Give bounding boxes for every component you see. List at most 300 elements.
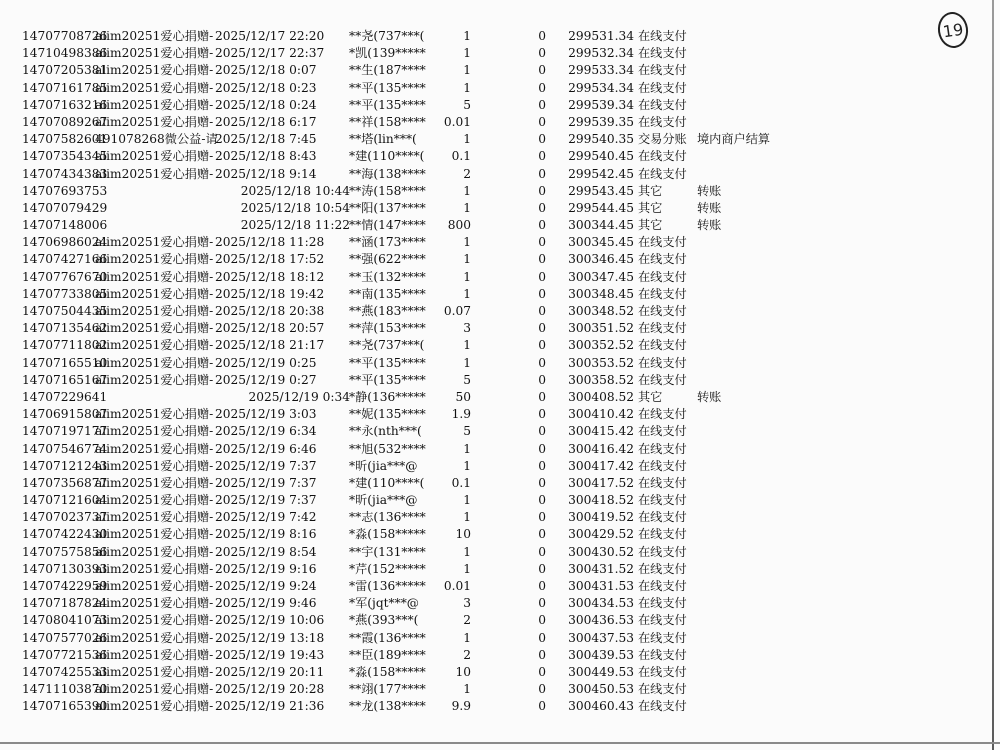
outgoing-amount: 0 [538, 372, 546, 387]
transaction-description: alim20251爱心捐赠- [95, 269, 214, 284]
ledger-row [0, 269, 1000, 286]
payment-type: 在线支付 [638, 166, 687, 181]
ledger-row [0, 406, 1000, 423]
ledger-row [0, 441, 1000, 458]
transaction-amount: 1 [463, 682, 471, 697]
transaction-description: alim20251爱心捐赠- [95, 149, 214, 164]
transaction-id: 14707582601 [22, 132, 108, 147]
ledger-row [0, 286, 1000, 303]
transaction-description: alim20251爱心捐赠- [95, 630, 214, 645]
transaction-time: 2025/12/19 20:11 [215, 664, 325, 679]
payment-type: 在线支付 [638, 407, 687, 422]
ledger-row [0, 389, 1000, 406]
ledger-row [0, 251, 1000, 268]
payment-type: 在线支付 [638, 613, 687, 628]
transaction-time: 2025/12/18 10:54 [240, 200, 350, 215]
account-balance: 300450.53 [568, 682, 634, 697]
transaction-description: alim20251爱心捐赠- [95, 114, 214, 129]
outgoing-amount: 0 [538, 80, 546, 95]
ledger-row [0, 148, 1000, 165]
account-balance: 300358.52 [568, 372, 634, 387]
donor-name: *建(110****( [349, 475, 425, 490]
donor-name: *昕(jia***@ [349, 458, 418, 473]
payment-type: 在线支付 [638, 527, 687, 542]
transaction-time: 2025/12/18 19:42 [215, 286, 325, 301]
transaction-description: alim20251爱心捐赠- [95, 166, 214, 181]
donor-name: *燕(393***( [349, 613, 419, 628]
outgoing-amount: 0 [538, 579, 546, 593]
account-balance: 299543.45 [568, 183, 634, 198]
donor-name: **志(136**** [349, 510, 426, 525]
donor-name: *昕(jia***@ [349, 493, 418, 508]
ledger-row [0, 475, 1000, 492]
transaction-time: 2025/12/19 21:36 [215, 699, 325, 714]
payment-type: 其它 [638, 389, 663, 404]
transaction-description: alim20251爱心捐赠- [95, 664, 214, 679]
account-balance: 299539.35 [568, 114, 634, 129]
transaction-amount: 1 [463, 561, 471, 576]
outgoing-amount: 0 [538, 321, 546, 336]
transaction-amount: 1 [463, 80, 471, 95]
donor-name: **祥(158**** [349, 114, 426, 129]
payment-type: 在线支付 [638, 252, 687, 267]
donor-name: **平(135**** [349, 372, 426, 387]
payment-type: 在线支付 [638, 304, 687, 318]
transaction-time: 2025/12/19 7:37 [215, 475, 317, 490]
transaction-id: 14707708726 [22, 29, 108, 43]
transaction-id: 14707425533 [22, 664, 108, 679]
scan-edge-bottom [0, 742, 1000, 744]
ledger-row [0, 28, 1000, 45]
ledger-row [0, 97, 1000, 114]
payment-type: 在线支付 [638, 458, 687, 473]
account-balance: 300346.45 [568, 252, 634, 267]
transaction-id: 14707546774 [22, 441, 108, 456]
outgoing-amount: 0 [538, 286, 546, 301]
transaction-id: 14707711802 [22, 338, 108, 353]
transaction-amount: 10 [455, 527, 471, 542]
account-balance: 300416.42 [568, 441, 634, 456]
transaction-amount: 1 [463, 544, 471, 559]
transaction-description: alim20251爱心捐赠- [95, 475, 214, 490]
ledger-row [0, 664, 1000, 681]
payment-type: 在线支付 [638, 579, 687, 593]
payment-type: 交易分账 [638, 132, 687, 147]
account-balance: 299544.45 [568, 200, 634, 215]
outgoing-amount: 0 [538, 166, 546, 181]
transaction-description: alim20251爱心捐赠- [95, 527, 214, 542]
outgoing-amount: 0 [538, 647, 546, 662]
donor-name: **海(138**** [349, 166, 426, 181]
transaction-id: 14707733805 [22, 286, 108, 301]
account-balance: 299540.45 [568, 149, 634, 164]
account-balance: 300418.52 [568, 493, 634, 508]
transaction-description: alim20251爱心捐赠- [95, 441, 214, 456]
donor-name: **霞(136**** [349, 630, 426, 645]
donor-name: **燕(183**** [349, 304, 426, 318]
outgoing-amount: 0 [538, 510, 546, 525]
transaction-amount: 800 [447, 218, 471, 233]
account-balance: 300419.52 [568, 510, 634, 525]
transaction-time: 2025/12/19 19:43 [215, 647, 325, 662]
transaction-time: 2025/12/19 9:46 [215, 596, 317, 611]
payment-type: 其它 [638, 218, 663, 233]
account-balance: 299540.35 [568, 132, 634, 147]
transaction-id: 14707427166 [22, 252, 108, 267]
outgoing-amount: 0 [538, 304, 546, 318]
transaction-id: 14707130393 [22, 561, 108, 576]
transaction-description: alim20251爱心捐赠- [95, 510, 214, 525]
transaction-amount: 0.1 [451, 149, 471, 164]
transaction-time: 2025/12/18 11:28 [215, 235, 325, 250]
transaction-time: 2025/12/18 7:45 [215, 132, 317, 147]
transaction-time: 2025/12/18 8:43 [215, 149, 317, 164]
outgoing-amount: 0 [538, 269, 546, 284]
transaction-id: 14707693753 [22, 183, 108, 198]
transaction-id: 14707205381 [22, 63, 108, 78]
transaction-id: 14707187824 [22, 596, 108, 611]
ledger-row [0, 458, 1000, 475]
transaction-time: 2025/12/17 22:37 [215, 46, 325, 61]
ledger-row [0, 234, 1000, 251]
payment-type: 在线支付 [638, 114, 687, 129]
donor-name: **阳(137**** [349, 200, 426, 215]
transaction-id: 14707089267 [22, 114, 108, 129]
outgoing-amount: 0 [538, 613, 546, 628]
transaction-note: 境内商户结算 [697, 132, 771, 147]
handwritten-page-number: 19 [936, 10, 971, 50]
transaction-description: alim20251爱心捐赠- [95, 80, 214, 95]
transaction-id: 14707023737 [22, 510, 108, 525]
donor-name: **情(147**** [349, 218, 426, 233]
transaction-time: 2025/12/19 13:18 [215, 630, 325, 645]
donor-name: **玉(132**** [349, 269, 426, 284]
payment-type: 在线支付 [638, 699, 687, 714]
transaction-id: 14707422430 [22, 527, 108, 542]
transaction-amount: 2 [463, 166, 471, 181]
account-balance: 300415.42 [568, 424, 634, 439]
transaction-description: alim20251爱心捐赠- [95, 252, 214, 267]
transaction-id: 14707577026 [22, 630, 108, 645]
account-balance: 299542.45 [568, 166, 634, 181]
payment-type: 在线支付 [638, 372, 687, 387]
transaction-id: 14711103870 [22, 682, 108, 697]
account-balance: 300408.52 [568, 389, 634, 404]
transaction-amount: 1 [463, 458, 471, 473]
transaction-time: 2025/12/18 21:17 [215, 338, 325, 353]
outgoing-amount: 0 [538, 458, 546, 473]
transaction-id: 14707721536 [22, 647, 108, 662]
payment-type: 在线支付 [638, 355, 687, 370]
transaction-amount: 0.01 [443, 579, 471, 593]
payment-type: 在线支付 [638, 80, 687, 95]
payment-type: 在线支付 [638, 682, 687, 697]
ledger-row [0, 131, 1000, 148]
ledger-row [0, 612, 1000, 629]
payment-type: 在线支付 [638, 664, 687, 679]
transaction-amount: 1 [463, 338, 471, 353]
ledger-row [0, 183, 1000, 200]
transaction-amount: 1 [463, 183, 471, 198]
outgoing-amount: 0 [538, 389, 546, 404]
outgoing-amount: 0 [538, 29, 546, 43]
outgoing-amount: 0 [538, 527, 546, 542]
transaction-time: 2025/12/19 10:06 [215, 613, 325, 628]
transaction-description: alim20251爱心捐赠- [95, 493, 214, 508]
transaction-id: 14707197177 [22, 424, 108, 439]
transaction-time: 2025/12/18 11:22 [240, 218, 350, 233]
account-balance: 300436.53 [568, 613, 634, 628]
payment-type: 在线支付 [638, 46, 687, 61]
donor-name: **平(135**** [349, 80, 426, 95]
transaction-description: alim20251爱心捐赠- [95, 46, 214, 61]
donor-name: *淼(158***** [349, 527, 426, 542]
transaction-description: alim20251爱心捐赠- [95, 372, 214, 387]
ledger-row [0, 509, 1000, 526]
transaction-time: 2025/12/18 10:44 [240, 183, 350, 198]
transaction-id: 14707121604 [22, 493, 108, 508]
transaction-amount: 1 [463, 252, 471, 267]
payment-type: 在线支付 [638, 149, 687, 164]
ledger-row [0, 372, 1000, 389]
transaction-amount: 9.9 [451, 699, 471, 714]
payment-type: 在线支付 [638, 493, 687, 508]
donor-name: **永(nth***( [349, 424, 422, 439]
account-balance: 300345.45 [568, 235, 634, 250]
ledger-row [0, 166, 1000, 183]
transaction-id: 14707163216 [22, 97, 108, 112]
donor-name: **萍(153**** [349, 321, 426, 336]
transaction-amount: 0.07 [443, 304, 471, 318]
ledger-row [0, 337, 1000, 354]
outgoing-amount: 0 [538, 63, 546, 78]
transaction-amount: 5 [463, 97, 471, 112]
transaction-amount: 1 [463, 200, 471, 215]
transaction-time: 2025/12/18 18:12 [215, 269, 325, 284]
transaction-description: alim20251爱心捐赠- [95, 596, 214, 611]
transaction-amount: 1 [463, 269, 471, 284]
outgoing-amount: 0 [538, 355, 546, 370]
payment-type: 在线支付 [638, 63, 687, 78]
donor-name: **旭(532**** [349, 441, 426, 456]
payment-type: 在线支付 [638, 441, 687, 456]
account-balance: 300410.42 [568, 407, 634, 422]
transaction-amount: 10 [455, 664, 471, 679]
transaction-amount: 5 [463, 424, 471, 439]
transaction-amount: 3 [463, 321, 471, 336]
transaction-description: 491078268微公益-请 [95, 132, 218, 147]
outgoing-amount: 0 [538, 149, 546, 164]
transaction-time: 2025/12/18 0:24 [215, 97, 317, 112]
transaction-time: 2025/12/19 7:42 [215, 510, 317, 525]
transaction-description: alim20251爱心捐赠- [95, 613, 214, 628]
ledger-row [0, 320, 1000, 337]
transaction-time: 2025/12/18 0:23 [215, 80, 317, 95]
donor-name: **宇(131**** [349, 544, 426, 559]
transaction-id: 14707165167 [22, 372, 108, 387]
outgoing-amount: 0 [538, 46, 546, 61]
transaction-id: 14707575856 [22, 544, 108, 559]
account-balance: 300347.45 [568, 269, 634, 284]
outgoing-amount: 0 [538, 200, 546, 215]
outgoing-amount: 0 [538, 441, 546, 456]
ledger-row [0, 492, 1000, 509]
ledger-row [0, 526, 1000, 543]
transaction-time: 2025/12/19 0:27 [215, 372, 317, 387]
payment-type: 在线支付 [638, 561, 687, 576]
account-balance: 300434.53 [568, 596, 634, 611]
transaction-time: 2025/12/19 6:34 [215, 424, 317, 439]
payment-type: 在线支付 [638, 544, 687, 559]
ledger-row [0, 200, 1000, 217]
transaction-id: 14707356877 [22, 475, 108, 490]
transaction-description: alim20251爱心捐赠- [95, 304, 214, 318]
donor-name: *芹(152***** [349, 561, 426, 576]
account-balance: 300417.42 [568, 458, 634, 473]
transaction-description: alim20251爱心捐赠- [95, 338, 214, 353]
transaction-description: alim20251爱心捐赠- [95, 424, 214, 439]
outgoing-amount: 0 [538, 97, 546, 112]
account-balance: 300431.53 [568, 579, 634, 593]
transaction-description: alim20251爱心捐赠- [95, 458, 214, 473]
transaction-time: 2025/12/17 22:20 [215, 29, 325, 43]
payment-type: 在线支付 [638, 510, 687, 525]
transaction-amount: 1 [463, 286, 471, 301]
ledger-row [0, 595, 1000, 612]
transaction-time: 2025/12/19 8:16 [215, 527, 317, 542]
transaction-time: 2025/12/18 6:17 [215, 114, 317, 129]
donor-name: *雷(136***** [349, 579, 426, 593]
payment-type: 在线支付 [638, 475, 687, 490]
donor-name: **龙(138**** [349, 699, 426, 714]
donor-name: *凯(139***** [349, 46, 426, 61]
ledger-row [0, 561, 1000, 578]
account-balance: 300351.52 [568, 321, 634, 336]
transaction-time: 2025/12/18 0:07 [215, 63, 317, 78]
ledger-row [0, 681, 1000, 698]
transaction-note: 转账 [697, 218, 722, 233]
ledger-row [0, 647, 1000, 664]
account-balance: 300344.45 [568, 218, 634, 233]
transaction-id: 14707165510 [22, 355, 108, 370]
outgoing-amount: 0 [538, 561, 546, 576]
payment-type: 在线支付 [638, 338, 687, 353]
outgoing-amount: 0 [538, 338, 546, 353]
donor-name: **涛(158**** [349, 183, 426, 198]
transaction-id: 14707079429 [22, 200, 108, 215]
transaction-amount: 1.9 [451, 407, 471, 422]
transaction-id: 14707767670 [22, 269, 108, 284]
transaction-description: alim20251爱心捐赠- [95, 407, 214, 422]
ledger-row [0, 114, 1000, 131]
transaction-amount: 1 [463, 355, 471, 370]
transaction-description: alim20251爱心捐赠- [95, 579, 214, 593]
transaction-description: alim20251爱心捐赠- [95, 647, 214, 662]
ledger-row [0, 62, 1000, 79]
transaction-time: 2025/12/18 9:14 [215, 166, 317, 181]
donor-name: **塔(lin***( [349, 132, 417, 147]
account-balance: 300430.52 [568, 544, 634, 559]
transaction-amount: 2 [463, 647, 471, 662]
transaction-amount: 2 [463, 613, 471, 628]
outgoing-amount: 0 [538, 699, 546, 714]
transaction-description: alim20251爱心捐赠- [95, 699, 214, 714]
transaction-description: alim20251爱心捐赠- [95, 286, 214, 301]
transaction-time: 2025/12/19 0:34 [248, 389, 350, 404]
ledger-row [0, 578, 1000, 595]
transaction-id: 14708041073 [22, 613, 108, 628]
account-balance: 299532.34 [568, 46, 634, 61]
outgoing-amount: 0 [538, 664, 546, 679]
transaction-id: 14706986024 [22, 235, 108, 250]
transaction-id: 14707148006 [22, 218, 108, 233]
transaction-description: alim20251爱心捐赠- [95, 97, 214, 112]
transaction-id: 14707434383 [22, 166, 108, 181]
transaction-amount: 0.1 [451, 475, 471, 490]
account-balance: 299534.34 [568, 80, 634, 95]
transaction-note: 转账 [697, 183, 722, 198]
transaction-list [0, 28, 1000, 716]
transaction-amount: 3 [463, 596, 471, 611]
transaction-id: 14707504435 [22, 304, 108, 318]
account-balance: 299531.34 [568, 29, 634, 43]
transaction-id: 14707229641 [22, 389, 108, 404]
payment-type: 在线支付 [638, 29, 687, 43]
account-balance: 299533.34 [568, 63, 634, 78]
outgoing-amount: 0 [538, 183, 546, 198]
account-balance: 300460.43 [568, 699, 634, 714]
donor-name: *军(jqt***@ [349, 596, 419, 611]
transaction-time: 2025/12/19 7:37 [215, 493, 317, 508]
donor-name: **南(135**** [349, 286, 426, 301]
account-balance: 300348.52 [568, 304, 634, 318]
transaction-amount: 50 [455, 389, 471, 404]
transaction-description: alim20251爱心捐赠- [95, 682, 214, 697]
outgoing-amount: 0 [538, 235, 546, 250]
account-balance: 299539.34 [568, 97, 634, 112]
transaction-description: alim20251爱心捐赠- [95, 321, 214, 336]
transaction-description: alim20251爱心捐赠- [95, 561, 214, 576]
transaction-time: 2025/12/19 6:46 [215, 441, 317, 456]
ledger-row [0, 423, 1000, 440]
outgoing-amount: 0 [538, 630, 546, 645]
transaction-note: 转账 [697, 200, 722, 215]
transaction-amount: 1 [463, 235, 471, 250]
donor-name: *静(136***** [349, 389, 426, 404]
donor-name: **强(622**** [349, 252, 426, 267]
donor-name: **尧(737***( [349, 338, 425, 353]
transaction-id: 14707121243 [22, 458, 108, 473]
outgoing-amount: 0 [538, 493, 546, 508]
transaction-time: 2025/12/19 8:54 [215, 544, 317, 559]
donor-name: **生(187**** [349, 63, 426, 78]
transaction-time: 2025/12/19 0:25 [215, 355, 317, 370]
payment-type: 在线支付 [638, 321, 687, 336]
transaction-time: 2025/12/18 17:52 [215, 252, 325, 267]
transaction-time: 2025/12/19 3:03 [215, 407, 317, 422]
account-balance: 300439.53 [568, 647, 634, 662]
account-balance: 300449.53 [568, 664, 634, 679]
donor-name: **臣(189**** [349, 647, 426, 662]
account-balance: 300437.53 [568, 630, 634, 645]
transaction-id: 14706915807 [22, 407, 108, 422]
account-balance: 300348.45 [568, 286, 634, 301]
transaction-amount: 1 [463, 441, 471, 456]
ledger-row [0, 217, 1000, 234]
payment-type: 在线支付 [638, 647, 687, 662]
account-balance: 300429.52 [568, 527, 634, 542]
donor-name: *淼(158***** [349, 664, 426, 679]
